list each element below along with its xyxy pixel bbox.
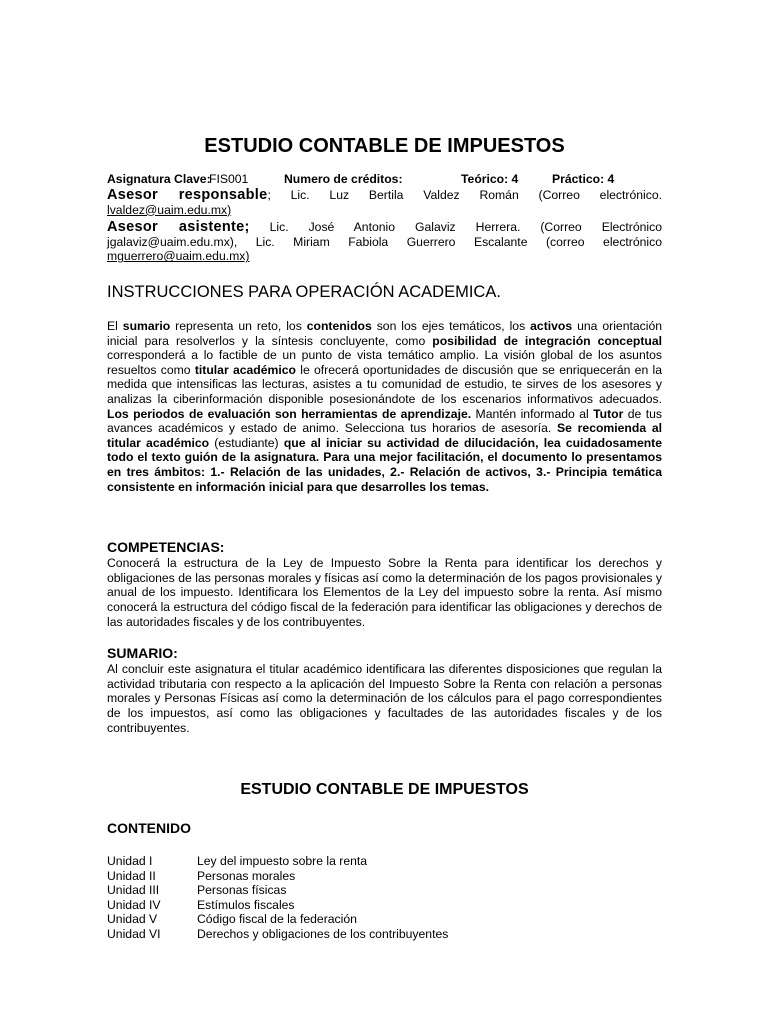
assistant-advisor-line-2 bbox=[107, 235, 662, 250]
subject-key-label: Asignatura Clave: bbox=[107, 172, 211, 186]
unit-code: Unidad IV bbox=[107, 897, 161, 912]
unit-row bbox=[107, 854, 662, 869]
unit-row bbox=[107, 927, 662, 942]
text-segment: El bbox=[107, 319, 123, 333]
assistant-advisor-text-2: ), Lic. Miriam Fabiola Guerrero Escalante (correo electrónico bbox=[229, 234, 662, 249]
course-info bbox=[107, 172, 662, 264]
unit-name: Derechos y obligaciones de los contribuyentes bbox=[197, 926, 449, 941]
assistant-advisor-email-2[interactable]: mguerrero@uaim.edu.mx) bbox=[107, 249, 250, 264]
lead-advisor-text: ; Lic. Luz Bertila Valdez Román (Correo electrónico. bbox=[267, 188, 662, 202]
assistant-advisor-email-1[interactable]: jgalaviz@uaim.edu.mx bbox=[107, 234, 230, 249]
unit-row bbox=[107, 912, 662, 927]
unit-name: Ley del impuesto sobre la renta bbox=[197, 854, 368, 868]
unit-name: Código fiscal de la federación bbox=[197, 912, 357, 926]
assistant-advisor-text: Lic. José Antonio Galaviz Herrera. (Correo Electrónico bbox=[249, 220, 662, 235]
assistant-advisor-label: Asesor asistente; bbox=[107, 219, 250, 236]
text-segment: Mantén informado al bbox=[471, 406, 594, 421]
lead-advisor-line bbox=[107, 188, 662, 203]
practice-credits: Práctico: 4 bbox=[552, 172, 615, 186]
unit-row bbox=[107, 883, 662, 898]
unit-name: Estímulos fiscales bbox=[197, 897, 295, 912]
bold-text-segment: Tutor bbox=[593, 406, 624, 421]
competencies-paragraph: Conocerá la estructura de la Ley de Impuesto Sobre la Renta para identificar los derechos y obligaciones de las personas morales y físicas así como la determinación de los pagos provisionales y anual de los impuesto. Identificara los Elementos de la Ley del impuesto sobre la renta. Así mismo conocerá la estructura del código fiscal de la federación para identificar las obligaciones y derechos de las autoridades fiscales y de los contribuyentes. bbox=[107, 556, 662, 629]
unit-code: Unidad I bbox=[107, 854, 153, 868]
document-title: ESTUDIO CONTABLE DE IMPUESTOS bbox=[204, 135, 565, 157]
summary-paragraph: Al concluir este asignatura el titular académico identificara las diferentes disposiciones que regulan la actividad tributaria con respecto a la aplicación del Impuesto Sobre la Renta con relación a personas morales y Personas Físicas así como la determinación de los cálculos para el pago correspondientes de los impuestos, así como las obligaciones y facultades de las autoridades fiscales y de los contribuyentes. bbox=[107, 662, 662, 735]
text-segment: le ofrecerá oportunidades de discusión que se enriquecerán en la medida que intensificas las lecturas, asistes a tu comunidad de estudio, te sirves de los asesores y analizas la ciberinformación disponible posesionándote de los escenarios informativos adecuados. bbox=[107, 362, 662, 406]
unit-name: Personas físicas bbox=[197, 883, 287, 897]
document-subtitle: ESTUDIO CONTABLE DE IMPUESTOS bbox=[240, 781, 529, 798]
instructions-heading: INSTRUCCIONES PARA OPERACIÓN ACADEMICA. bbox=[107, 283, 501, 301]
unit-code: Unidad III bbox=[107, 883, 160, 897]
lead-advisor-email-link[interactable]: lvaldez@uaim.edu.mx) bbox=[107, 202, 232, 217]
bold-text-segment: sumario bbox=[122, 319, 171, 333]
lead-advisor-email-line bbox=[107, 203, 662, 218]
assistant-advisor-line bbox=[107, 220, 662, 235]
bold-text-segment: que al iniciar su actividad de dilucidación, lea cuidadosamente todo el texto guión de la asignatura. Para una mejor facilitación, el documento lo presentamos en tres ámbitos: 1.- Relación de las unidades, 2.- Relación de activos, 3.- Principia temática consistente en información inicial para que desarrolles los temas. bbox=[107, 435, 663, 494]
subject-key-value: FIS001 bbox=[209, 172, 249, 186]
units-list bbox=[107, 854, 662, 941]
assistant-advisor-email-line bbox=[107, 249, 662, 264]
competencies-heading: COMPETENCIAS: bbox=[107, 539, 225, 555]
bold-text-segment: activos bbox=[530, 319, 573, 333]
unit-row bbox=[107, 869, 662, 884]
credits-label: Numero de créditos: bbox=[284, 172, 403, 186]
unit-code: Unidad II bbox=[107, 868, 156, 883]
bold-text-segment: Los periodos de evaluación son herramientas de aprendizaje. bbox=[107, 406, 472, 421]
instructions-paragraph bbox=[107, 319, 662, 494]
text-segment: representa un reto, los bbox=[170, 319, 307, 333]
text-segment: de tus avances académicos y estado de animo. Selecciona tus horarios de asesoría. bbox=[107, 406, 662, 436]
unit-row bbox=[107, 898, 662, 913]
course-key-row bbox=[107, 172, 662, 187]
theory-credits: Teórico: 4 bbox=[461, 172, 519, 186]
lead-advisor-label: Asesor responsable bbox=[107, 187, 268, 203]
contents-heading: CONTENIDO bbox=[107, 820, 191, 836]
text-segment: son los ejes temáticos, los bbox=[371, 319, 531, 333]
text-segment: (estudiante) bbox=[209, 435, 284, 450]
unit-code: Unidad V bbox=[107, 912, 158, 926]
unit-name: Personas morales bbox=[197, 868, 296, 883]
text-segment: una orientación inicial para resolverlos y la síntesis concluyente, como bbox=[107, 319, 663, 348]
bold-text-segment: posibilidad de integración conceptual bbox=[432, 333, 662, 348]
summary-heading: SUMARIO: bbox=[107, 645, 178, 661]
bold-text-segment: Se recomienda al titular académico bbox=[107, 421, 663, 450]
bold-text-segment: contenidos bbox=[306, 319, 372, 333]
unit-code: Unidad VI bbox=[107, 926, 161, 941]
bold-text-segment: titular académico bbox=[194, 362, 296, 377]
text-segment: corresponderá a lo factible de un punto de vista temático amplio. La visión global de los asuntos resueltos como bbox=[107, 348, 662, 377]
